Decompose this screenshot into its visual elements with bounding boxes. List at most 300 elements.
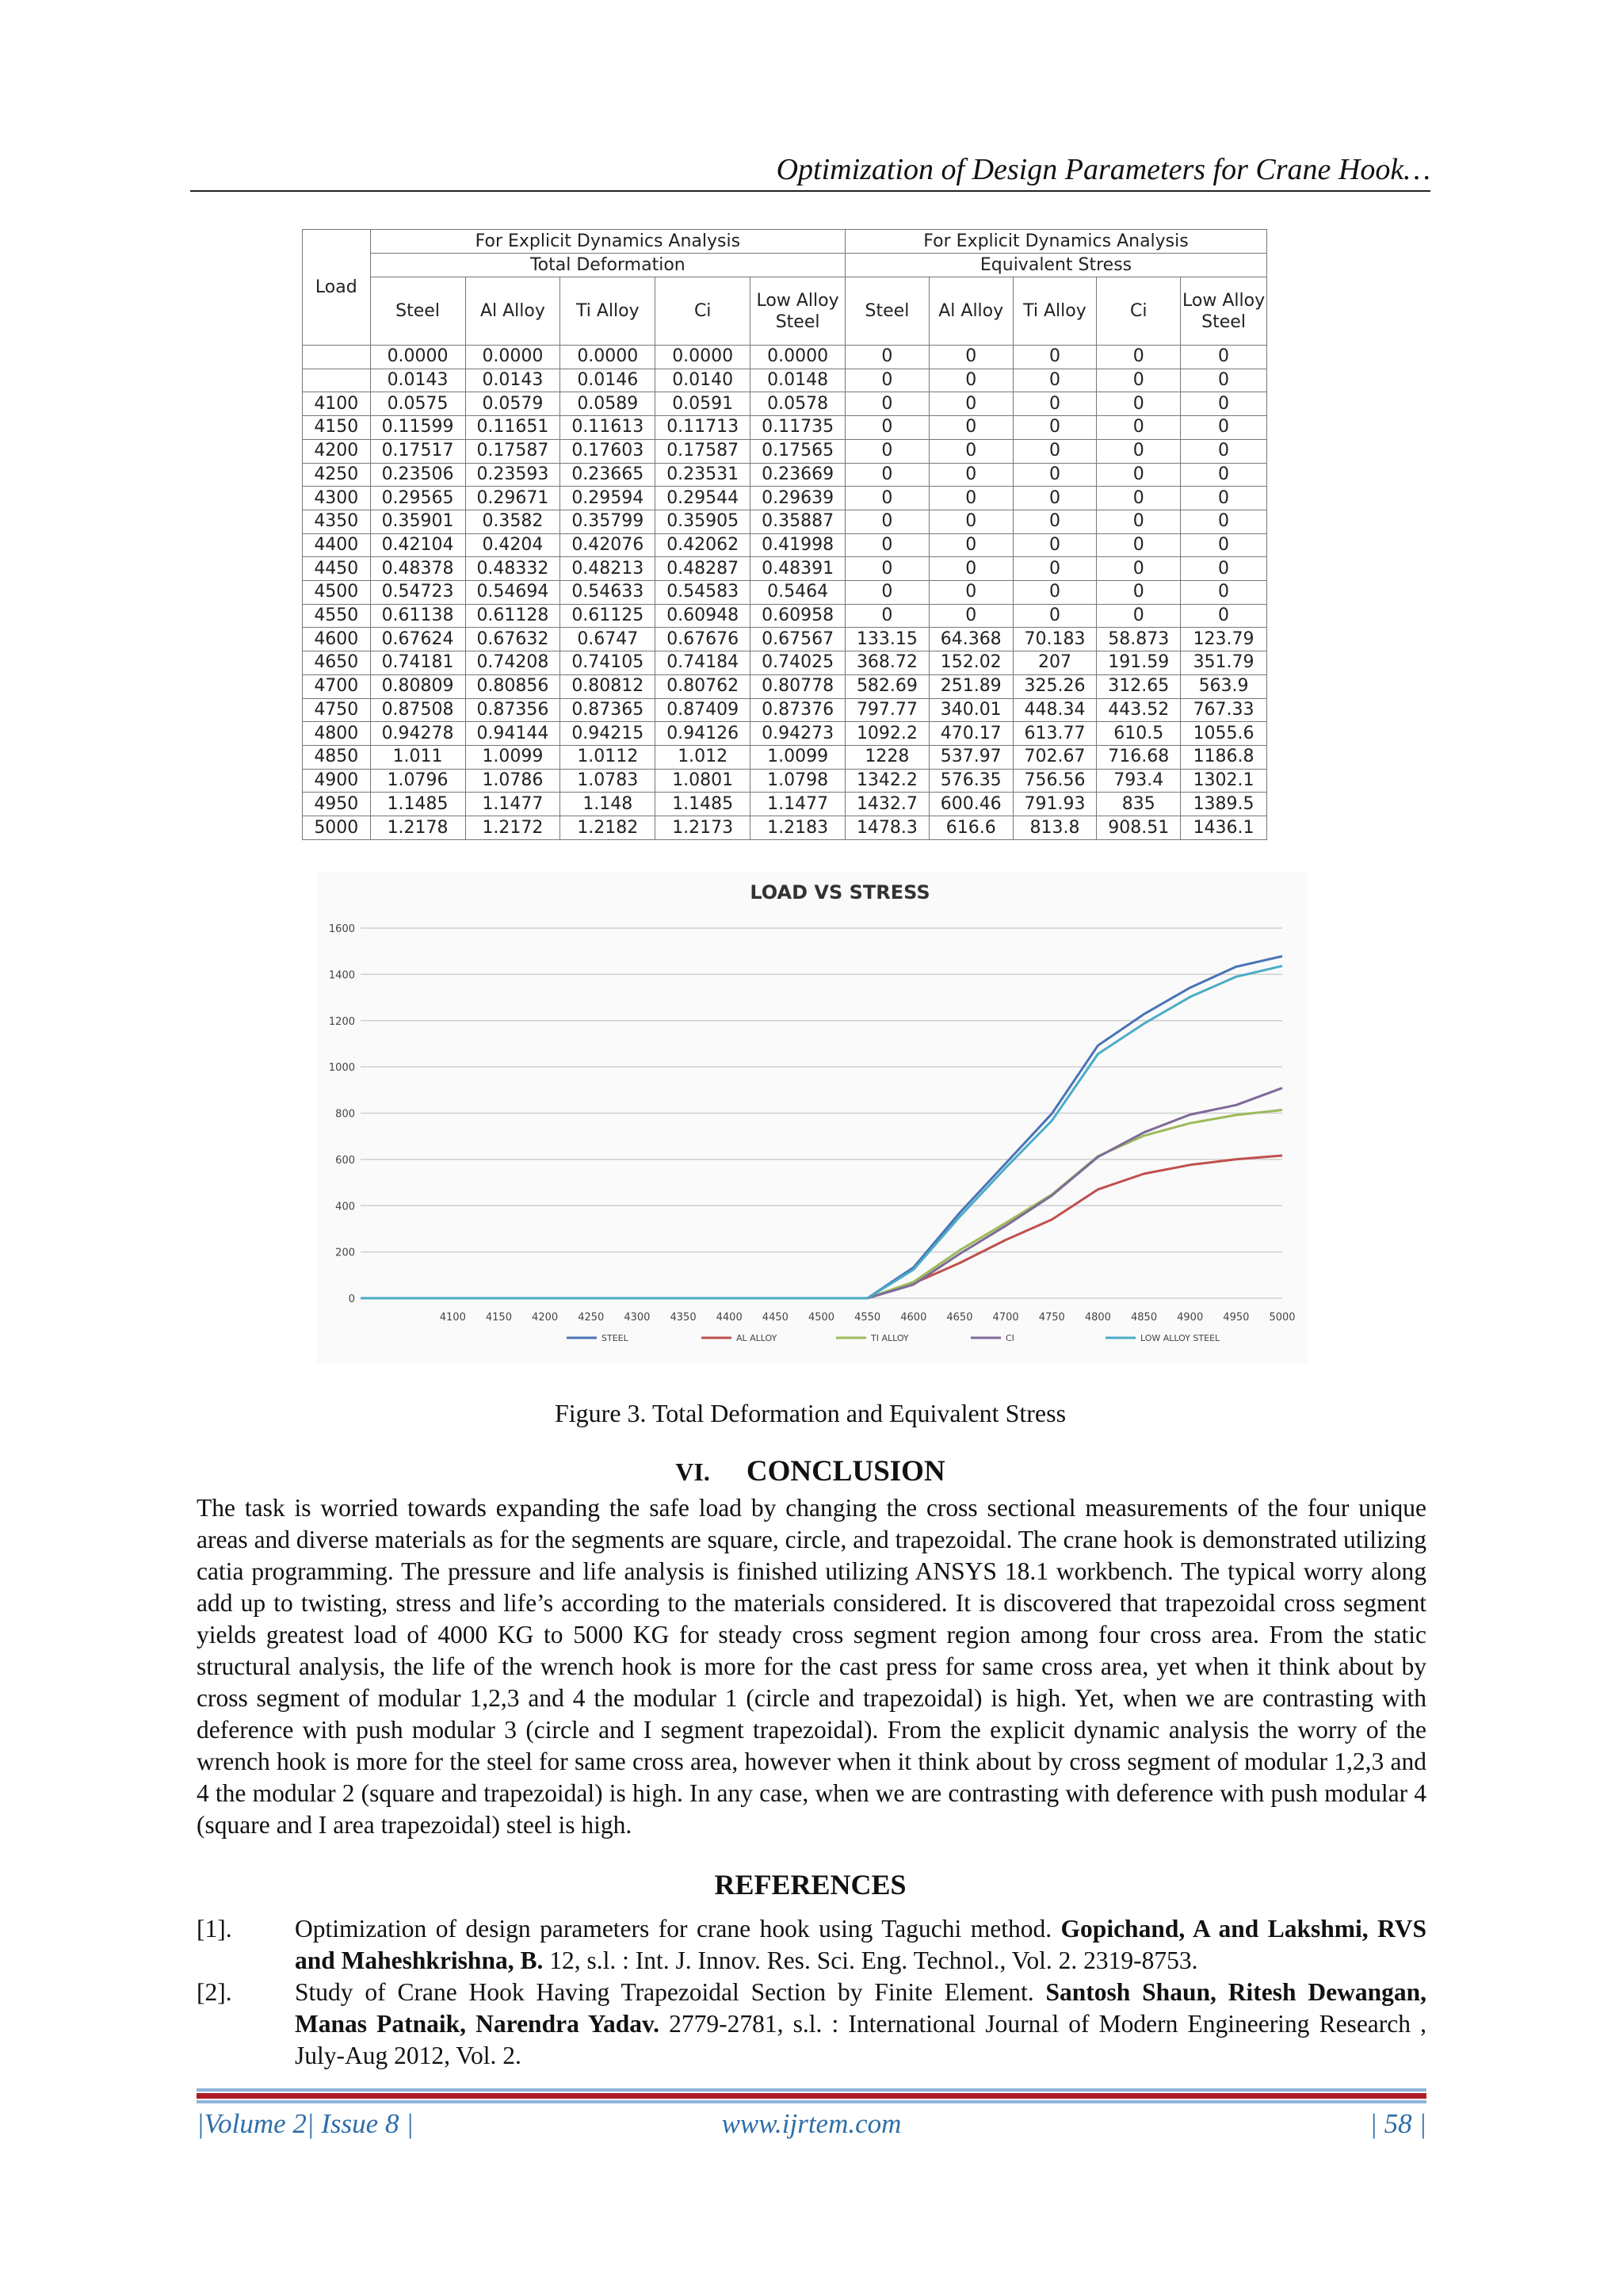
deformation-cell: 0.0146	[560, 369, 655, 392]
stress-cell: 756.56	[1013, 769, 1097, 793]
deformation-cell: 0.17587	[655, 439, 750, 463]
stress-cell: 0	[929, 346, 1013, 369]
deformation-cell: 0.17565	[750, 439, 846, 463]
deformation-cell: 0.0579	[465, 392, 560, 416]
x-tick-label: 4400	[716, 1312, 743, 1324]
stress-cell: 0	[1097, 581, 1181, 605]
table-row	[303, 581, 1267, 605]
stress-cell: 1228	[846, 745, 930, 769]
stress-cell: 616.6	[929, 816, 1013, 840]
stress-cell: 443.52	[1097, 698, 1181, 722]
section-title: CONCLUSION	[746, 1455, 945, 1488]
x-tick-label: 4700	[992, 1312, 1019, 1324]
deformation-cell: 0.35905	[655, 510, 750, 533]
figure-caption: Figure 3. Total Deformation and Equivalent Stress	[554, 1399, 1067, 1427]
column-header: Ci	[1097, 277, 1181, 346]
stress-cell: 0	[1181, 557, 1267, 581]
stress-cell: 797.77	[846, 698, 930, 722]
deformation-cell: 0.11651	[465, 416, 560, 440]
deformation-cell: 0.74181	[370, 651, 465, 675]
deformation-cell: 0.42104	[370, 533, 465, 557]
stress-cell: 0	[846, 487, 930, 510]
deformation-cell: 0.0000	[465, 346, 560, 369]
deformation-cell: 0.41998	[750, 533, 846, 557]
load-cell: 4100	[303, 392, 371, 416]
deformation-cell: 0.94273	[750, 722, 846, 746]
stress-cell: 600.46	[929, 793, 1013, 816]
legend-label: LOW ALLOY STEEL	[1140, 1333, 1220, 1343]
deformation-cell: 0.0589	[560, 392, 655, 416]
footer-page-number: | 58 |	[1369, 2108, 1426, 2139]
stress-cell: 537.97	[929, 745, 1013, 769]
deformation-cell: 0.94126	[655, 722, 750, 746]
reference-title: Study of Crane Hook Having Trapezoidal Section by Finite Element.	[295, 1978, 1046, 2006]
chart-title: LOAD VS STRESS	[750, 881, 930, 904]
x-tick-label: 5000	[1269, 1312, 1296, 1324]
stress-cell: 0	[846, 581, 930, 605]
reference-source: 2779-2781, s.l. : International Journal of Modern Engineering Research , July-Aug 2012, Vol. 2.	[295, 2010, 1427, 2069]
column-header: Al Alloy	[465, 277, 560, 346]
stress-cell: 70.183	[1013, 628, 1097, 651]
chart-background	[317, 872, 1308, 1363]
y-tick-label: 400	[335, 1201, 355, 1213]
table-row	[303, 346, 1267, 369]
stress-cell: 0	[1097, 416, 1181, 440]
stress-cell: 64.368	[929, 628, 1013, 651]
table-row	[303, 722, 1267, 746]
deformation-cell: 0.17587	[465, 439, 560, 463]
x-tick-label: 4650	[946, 1312, 973, 1324]
stress-cell: 908.51	[1097, 816, 1181, 840]
deformation-cell: 0.0140	[655, 369, 750, 392]
results-table	[302, 229, 1267, 840]
load-cell: 4900	[303, 769, 371, 793]
stress-cell: 0	[929, 557, 1013, 581]
deformation-cell: 0.0575	[370, 392, 465, 416]
stress-cell: 191.59	[1097, 651, 1181, 675]
stress-cell: 351.79	[1181, 651, 1267, 675]
deformation-cell: 0.23665	[560, 463, 655, 487]
legend-label: CI	[1006, 1333, 1014, 1343]
column-header: Steel	[846, 277, 930, 346]
deformation-cell: 0.29544	[655, 487, 750, 510]
table-row	[303, 487, 1267, 510]
stress-cell: 0	[846, 346, 930, 369]
stress-cell: 0	[929, 581, 1013, 605]
y-tick-label: 1600	[328, 923, 355, 935]
table-row	[303, 392, 1267, 416]
deformation-cell: 0.0000	[655, 346, 750, 369]
deformation-cell: 0.0148	[750, 369, 846, 392]
reference-authors: Gopichand, A and Lakshmi, RVS and Maheshkrishna, B.	[295, 1915, 1427, 1974]
stress-cell: 0	[1013, 416, 1097, 440]
deformation-cell: 0.23669	[750, 463, 846, 487]
group-header-right: For Explicit Dynamics Analysis	[846, 230, 1267, 254]
load-cell: 4950	[303, 793, 371, 816]
deformation-cell: 0.0000	[370, 346, 465, 369]
table-row	[303, 628, 1267, 651]
deformation-cell: 0.74025	[750, 651, 846, 675]
load-cell: 4650	[303, 651, 371, 675]
stress-cell: 1186.8	[1181, 745, 1267, 769]
load-cell: 4800	[303, 722, 371, 746]
deformation-cell: 0.60958	[750, 604, 846, 628]
stress-cell: 0	[1013, 369, 1097, 392]
table-row	[303, 439, 1267, 463]
deformation-cell: 0.11613	[560, 416, 655, 440]
stress-cell: 1342.2	[846, 769, 930, 793]
stress-cell: 0	[846, 533, 930, 557]
deformation-cell: 0.54633	[560, 581, 655, 605]
stress-cell: 1432.7	[846, 793, 930, 816]
footer-rule	[197, 2088, 1426, 2103]
load-cell: 4850	[303, 745, 371, 769]
load-cell: 4600	[303, 628, 371, 651]
deformation-cell: 0.48332	[465, 557, 560, 581]
y-tick-label: 800	[335, 1108, 355, 1121]
load-cell: 4250	[303, 463, 371, 487]
deformation-cell: 1.0112	[560, 745, 655, 769]
table-row	[303, 698, 1267, 722]
column-header: Ci	[655, 277, 750, 346]
table-row	[303, 416, 1267, 440]
deformation-cell: 0.94144	[465, 722, 560, 746]
stress-cell: 0	[846, 557, 930, 581]
table-row	[303, 674, 1267, 698]
stress-cell: 251.89	[929, 674, 1013, 698]
deformation-cell: 1.2172	[465, 816, 560, 840]
stress-cell: 702.67	[1013, 745, 1097, 769]
deformation-cell: 0.94215	[560, 722, 655, 746]
deformation-cell: 0.42076	[560, 533, 655, 557]
subheader-deformation: Total Deformation	[370, 254, 845, 277]
stress-cell: 1389.5	[1181, 793, 1267, 816]
x-tick-label: 4450	[762, 1312, 789, 1324]
deformation-cell: 0.60948	[655, 604, 750, 628]
stress-cell: 0	[1181, 510, 1267, 533]
deformation-cell: 1.0796	[370, 769, 465, 793]
footer-volume-issue: |Volume 2| Issue 8 |	[197, 2108, 414, 2139]
stress-cell: 0	[1013, 533, 1097, 557]
stress-cell: 563.9	[1181, 674, 1267, 698]
y-tick-label: 600	[335, 1154, 355, 1167]
stress-cell: 368.72	[846, 651, 930, 675]
y-tick-label: 0	[348, 1293, 355, 1305]
deformation-cell: 0.48213	[560, 557, 655, 581]
stress-cell: 123.79	[1181, 628, 1267, 651]
deformation-cell: 0.54694	[465, 581, 560, 605]
deformation-cell: 0.29594	[560, 487, 655, 510]
stress-cell: 1302.1	[1181, 769, 1267, 793]
stress-cell: 0	[1181, 416, 1267, 440]
stress-cell: 582.69	[846, 674, 930, 698]
load-cell: 4750	[303, 698, 371, 722]
stress-cell: 448.34	[1013, 698, 1097, 722]
deformation-cell: 0.35887	[750, 510, 846, 533]
stress-cell: 0	[929, 533, 1013, 557]
table-row	[303, 745, 1267, 769]
x-tick-label: 4900	[1177, 1312, 1204, 1324]
deformation-cell: 0.0000	[750, 346, 846, 369]
reference-authors: Santosh Shaun, Ritesh Dewangan, Manas Patnaik, Narendra Yadav.	[295, 1978, 1426, 2038]
deformation-cell: 1.012	[655, 745, 750, 769]
x-tick-label: 4350	[670, 1312, 697, 1324]
deformation-cell: 0.87376	[750, 698, 846, 722]
x-tick-label: 4600	[900, 1312, 927, 1324]
deformation-cell: 0.4204	[465, 533, 560, 557]
stress-cell: 0	[929, 487, 1013, 510]
stress-cell: 0	[929, 463, 1013, 487]
deformation-cell: 0.0143	[465, 369, 560, 392]
stress-cell: 1436.1	[1181, 816, 1267, 840]
stress-cell: 152.02	[929, 651, 1013, 675]
deformation-cell: 0.87409	[655, 698, 750, 722]
table-row	[303, 510, 1267, 533]
stress-cell: 0	[846, 369, 930, 392]
deformation-cell: 0.0591	[655, 392, 750, 416]
stress-cell: 325.26	[1013, 674, 1097, 698]
load-cell: 4500	[303, 581, 371, 605]
load-cell: 4700	[303, 674, 371, 698]
stress-cell: 791.93	[1013, 793, 1097, 816]
stress-cell: 0	[1097, 463, 1181, 487]
stress-cell: 0	[1181, 604, 1267, 628]
table-row	[303, 557, 1267, 581]
load-cell	[303, 369, 371, 392]
legend-label: TI ALLOY	[871, 1333, 909, 1343]
deformation-cell: 1.0801	[655, 769, 750, 793]
table-row	[303, 816, 1267, 840]
group-header-left: For Explicit Dynamics Analysis	[370, 230, 845, 254]
table-row	[303, 769, 1267, 793]
table-row	[303, 369, 1267, 392]
header-rule	[190, 190, 1430, 192]
deformation-cell: 0.80809	[370, 674, 465, 698]
stress-cell: 793.4	[1097, 769, 1181, 793]
load-cell	[303, 346, 371, 369]
deformation-cell: 0.35799	[560, 510, 655, 533]
load-cell: 4450	[303, 557, 371, 581]
stress-cell: 0	[1097, 557, 1181, 581]
stress-cell: 0	[929, 416, 1013, 440]
deformation-cell: 0.48391	[750, 557, 846, 581]
stress-cell: 0	[1181, 533, 1267, 557]
stress-cell: 1478.3	[846, 816, 930, 840]
stress-cell: 0	[1013, 463, 1097, 487]
stress-cell: 0	[846, 416, 930, 440]
subheader-stress: Equivalent Stress	[846, 254, 1267, 277]
deformation-cell: 0.61138	[370, 604, 465, 628]
table-row	[303, 793, 1267, 816]
deformation-cell: 0.80778	[750, 674, 846, 698]
stress-cell: 0	[1097, 533, 1181, 557]
deformation-cell: 1.148	[560, 793, 655, 816]
deformation-cell: 1.1477	[750, 793, 846, 816]
table-row	[303, 463, 1267, 487]
stress-cell: 0	[1181, 392, 1267, 416]
deformation-cell: 0.74208	[465, 651, 560, 675]
deformation-cell: 0.80856	[465, 674, 560, 698]
column-header: Ti Alloy	[1013, 277, 1097, 346]
deformation-cell: 0.74184	[655, 651, 750, 675]
stress-cell: 0	[1097, 346, 1181, 369]
running-header: Optimization of Design Parameters for Crane Hook…	[776, 153, 1430, 186]
deformation-cell: 0.48378	[370, 557, 465, 581]
deformation-cell: 0.67676	[655, 628, 750, 651]
stress-cell: 0	[1097, 604, 1181, 628]
stress-cell: 813.8	[1013, 816, 1097, 840]
x-tick-label: 4800	[1084, 1312, 1111, 1324]
deformation-cell: 0.17603	[560, 439, 655, 463]
deformation-cell: 0.0578	[750, 392, 846, 416]
column-header: Low Alloy Steel	[1181, 277, 1267, 346]
table-row	[303, 604, 1267, 628]
stress-cell: 0	[1181, 463, 1267, 487]
reference-text	[295, 1913, 1426, 1977]
load-cell: 5000	[303, 816, 371, 840]
deformation-cell: 0.17517	[370, 439, 465, 463]
deformation-cell: 0.11713	[655, 416, 750, 440]
legend-label: STEEL	[601, 1333, 628, 1343]
reference-number: [1].	[197, 1915, 232, 1943]
deformation-cell: 0.5464	[750, 581, 846, 605]
stress-cell: 58.873	[1097, 628, 1181, 651]
deformation-cell: 0.23593	[465, 463, 560, 487]
deformation-cell: 1.2178	[370, 816, 465, 840]
deformation-cell: 0.54723	[370, 581, 465, 605]
deformation-cell: 0.29565	[370, 487, 465, 510]
stress-cell: 0	[846, 604, 930, 628]
x-tick-label: 4550	[854, 1312, 881, 1324]
deformation-cell: 1.2173	[655, 816, 750, 840]
column-header: Steel	[370, 277, 465, 346]
x-tick-label: 4750	[1038, 1312, 1065, 1324]
deformation-cell: 1.0783	[560, 769, 655, 793]
deformation-cell: 0.80812	[560, 674, 655, 698]
deformation-cell: 1.1477	[465, 793, 560, 816]
deformation-cell: 0.0000	[560, 346, 655, 369]
stress-cell: 0	[929, 439, 1013, 463]
reference-source: 12, s.l. : Int. J. Innov. Res. Sci. Eng. Technol., Vol. 2. 2319-8753.	[543, 1946, 1198, 1974]
section-number: VI.	[675, 1457, 710, 1486]
stress-cell: 0	[846, 463, 930, 487]
reference-text	[295, 1977, 1426, 2072]
deformation-cell: 1.0099	[465, 745, 560, 769]
stress-cell: 0	[929, 510, 1013, 533]
deformation-cell: 0.54583	[655, 581, 750, 605]
stress-cell: 0	[1181, 439, 1267, 463]
stress-cell: 0	[1181, 487, 1267, 510]
stress-cell: 767.33	[1181, 698, 1267, 722]
load-cell: 4300	[303, 487, 371, 510]
deformation-cell: 1.2182	[560, 816, 655, 840]
column-header: Low Alloy Steel	[750, 277, 846, 346]
stress-cell: 0	[1013, 581, 1097, 605]
deformation-cell: 0.87508	[370, 698, 465, 722]
deformation-cell: 0.67632	[465, 628, 560, 651]
stress-cell: 0	[1013, 557, 1097, 581]
table-row	[303, 651, 1267, 675]
deformation-cell: 0.94278	[370, 722, 465, 746]
load-cell: 4400	[303, 533, 371, 557]
table-row	[303, 533, 1267, 557]
deformation-cell: 1.1485	[370, 793, 465, 816]
footer-website-link[interactable]: www.ijrtem.com	[721, 2108, 902, 2139]
conclusion-paragraph: The task is worried towards expanding the safe load by changing the cross sectional measurements of the four unique areas and diverse materials as for the segments are square, circle, and trapezoidal. The crane hook is demonstrated utilizing catia programming. The pressure and life analysis is finished utilizing ANSYS 18.1 workbench. The typical worry along add up to twisting, stress and life’s according to the materials considered. It is discovered that trapezoidal cross segment yields greatest load of 4000 KG to 5000 KG for steady cross segment region among four cross area. From the static structural analysis, the life of the wrench hook is more for the cast press for same cross area, yet when it think about by cross segment of modular 1,2,3 and 4 the modular 1 (circle and trapezoidal) is high. Yet, when we are contrasting with deference with push modular 3 (circle and I segment trapezoidal). From the explicit dynamic analysis the worry of the wrench hook is more for the steel for same cross area, however when it think about by cross segment of modular 1,2,3 and 4 the modular 2 (square and trapezoidal) is high. In any case, when we are contrasting with deference with push modular 4 (square and I area trapezoidal) steel is high.	[197, 1494, 1426, 1839]
stress-cell: 0	[1097, 392, 1181, 416]
stress-cell: 0	[846, 439, 930, 463]
y-tick-label: 200	[335, 1247, 355, 1259]
deformation-cell: 0.23506	[370, 463, 465, 487]
section-heading-conclusion	[190, 1454, 1430, 1488]
stress-cell: 0	[846, 510, 930, 533]
load-header: Load	[303, 230, 371, 346]
stress-cell: 470.17	[929, 722, 1013, 746]
load-cell: 4550	[303, 604, 371, 628]
stress-cell: 0	[1013, 346, 1097, 369]
stress-cell: 0	[929, 604, 1013, 628]
y-tick-label: 1000	[328, 1062, 355, 1075]
stress-cell: 576.35	[929, 769, 1013, 793]
deformation-cell: 0.80762	[655, 674, 750, 698]
deformation-cell: 0.42062	[655, 533, 750, 557]
x-tick-label: 4950	[1223, 1312, 1250, 1324]
deformation-cell: 0.23531	[655, 463, 750, 487]
stress-cell: 133.15	[846, 628, 930, 651]
stress-cell: 1055.6	[1181, 722, 1267, 746]
stress-cell: 0	[1181, 581, 1267, 605]
stress-cell: 0	[1013, 604, 1097, 628]
x-tick-label: 4250	[578, 1312, 605, 1324]
x-tick-label: 4150	[485, 1312, 512, 1324]
deformation-cell: 0.35901	[370, 510, 465, 533]
stress-cell: 0	[846, 392, 930, 416]
deformation-cell: 1.0798	[750, 769, 846, 793]
deformation-cell: 0.87365	[560, 698, 655, 722]
stress-cell: 0	[929, 369, 1013, 392]
stress-cell: 0	[1097, 369, 1181, 392]
deformation-cell: 0.3582	[465, 510, 560, 533]
load-cell: 4350	[303, 510, 371, 533]
deformation-cell: 0.48287	[655, 557, 750, 581]
deformation-cell: 0.67624	[370, 628, 465, 651]
x-tick-label: 4200	[532, 1312, 559, 1324]
stress-cell: 0	[1013, 487, 1097, 510]
deformation-cell: 0.6747	[560, 628, 655, 651]
deformation-cell: 0.74105	[560, 651, 655, 675]
references-heading: REFERENCES	[714, 1869, 907, 1901]
column-header: Ti Alloy	[560, 277, 655, 346]
stress-cell: 0	[929, 392, 1013, 416]
stress-cell: 0	[1181, 369, 1267, 392]
stress-cell: 716.68	[1097, 745, 1181, 769]
deformation-cell: 0.29671	[465, 487, 560, 510]
x-tick-label: 4850	[1131, 1312, 1158, 1324]
deformation-cell: 1.0099	[750, 745, 846, 769]
load-cell: 4150	[303, 416, 371, 440]
deformation-cell: 0.11599	[370, 416, 465, 440]
load-vs-stress-chart	[317, 872, 1308, 1363]
deformation-cell: 0.11735	[750, 416, 846, 440]
stress-cell: 610.5	[1097, 722, 1181, 746]
stress-cell: 613.77	[1013, 722, 1097, 746]
stress-cell: 0	[1181, 346, 1267, 369]
y-tick-label: 1400	[328, 969, 355, 982]
legend-label: AL ALLOY	[736, 1333, 777, 1343]
load-cell: 4200	[303, 439, 371, 463]
stress-cell: 0	[1097, 439, 1181, 463]
stress-cell: 1092.2	[846, 722, 930, 746]
